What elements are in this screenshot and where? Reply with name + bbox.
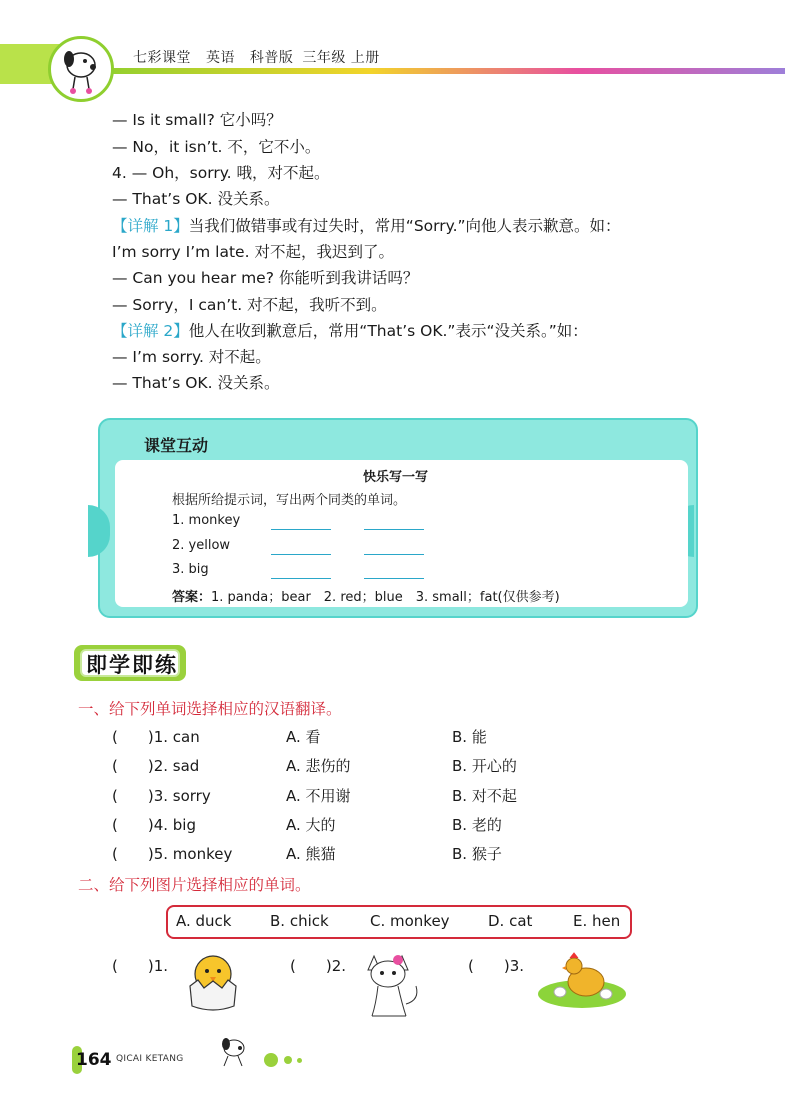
- hen-icon: [534, 950, 630, 1014]
- question-number[interactable]: ( )1. can: [112, 728, 200, 746]
- header-title: [133, 47, 390, 67]
- part1-heading: 一、给下列单词选择相应的汉语翻译。: [78, 700, 342, 718]
- option-b: B. 老的: [452, 816, 502, 834]
- cat-icon: [356, 948, 426, 1028]
- explain-tag: 【详解 1】: [112, 217, 189, 235]
- dog-mascot-icon: [48, 36, 114, 102]
- subject-name: 英语: [205, 50, 235, 66]
- example-line: I’m sorry I’m late. 对不起，我迟到了。: [112, 243, 394, 261]
- answer-blank[interactable]: [364, 578, 424, 579]
- word-option: A. duck: [176, 912, 232, 930]
- option-a: A. 熊猫: [286, 845, 336, 863]
- option-b: B. 开心的: [452, 757, 517, 775]
- option-b: B. 对不起: [452, 787, 517, 805]
- option-b: B. 能: [452, 728, 487, 746]
- explain-text: 他人在收到歉意后，常用“That’s OK.”表示“没关系。”如：: [188, 322, 588, 340]
- example-line: — Sorry，I can’t. 对不起，我听不到。: [112, 296, 387, 314]
- question-number[interactable]: ( )4. big: [112, 816, 196, 834]
- answer-label: 答案：: [172, 590, 212, 605]
- dog-mascot-footer-icon: [212, 1036, 252, 1072]
- option-a: A. 不用谢: [286, 787, 351, 805]
- explain-tag: 【详解 2】: [112, 322, 189, 340]
- footer-dot: [284, 1056, 292, 1064]
- word-option: C. monkey: [370, 912, 450, 930]
- edition-name: 科普版: [249, 50, 294, 66]
- option-a: A. 悲伤的: [286, 757, 351, 775]
- answer-blank[interactable]: [364, 529, 424, 530]
- prompt-word: 3. big: [172, 562, 209, 577]
- footer-dot: [264, 1053, 278, 1067]
- answer-blank[interactable]: [271, 554, 331, 555]
- picture-question[interactable]: ( )1.: [112, 957, 169, 975]
- option-a: A. 大的: [286, 816, 336, 834]
- dialog-line: — Is it small? 它小吗？: [112, 111, 282, 129]
- option-b: B. 猴子: [452, 845, 502, 863]
- part2-heading: 二、给下列图片选择相应的单词。: [78, 876, 311, 894]
- footer-brand: QICAI KETANG: [116, 1054, 184, 1064]
- chick-icon: [178, 948, 248, 1022]
- dialog-line: — No，it isn’t. 不，它不小。: [112, 138, 321, 156]
- word-option: E. hen: [573, 912, 621, 930]
- footer-dot: [297, 1058, 302, 1063]
- dialog-line: — That’s OK. 没关系。: [112, 190, 280, 208]
- prompt-word: 1. monkey: [172, 513, 241, 528]
- explain-2: [112, 321, 588, 341]
- answer-blank[interactable]: [271, 578, 331, 579]
- example-line: — I’m sorry. 对不起。: [112, 348, 271, 366]
- example-line: — Can you hear me? 你能听到我讲话吗？: [112, 269, 419, 287]
- page-number: 164: [76, 1050, 112, 1070]
- panel-title: 课堂互动: [144, 436, 209, 455]
- panel-instruction: 根据所给提示词，写出两个同类的单词。: [172, 493, 407, 508]
- answer-key: [172, 586, 560, 605]
- series-name: 七彩课堂: [133, 50, 191, 66]
- question-number[interactable]: ( )5. monkey: [112, 845, 233, 863]
- question-number[interactable]: ( )3. sorry: [112, 787, 211, 805]
- answer-blank[interactable]: [271, 529, 331, 530]
- picture-question[interactable]: ( )2.: [290, 957, 347, 975]
- grade-name: 三年级 上册: [302, 50, 380, 66]
- word-option: D. cat: [488, 912, 533, 930]
- explain-text: 当我们做错事或有过失时，常用“Sorry.”向他人表示歉意。如：: [188, 217, 621, 235]
- answer-text: 1. panda；bear 2. red；blue 3. small；fat(仅供参考): [211, 590, 560, 605]
- picture-question[interactable]: ( )3.: [468, 957, 525, 975]
- word-option: B. chick: [270, 912, 329, 930]
- prompt-word: 2. yellow: [172, 538, 231, 553]
- option-a: A. 看: [286, 728, 321, 746]
- header-stripe: [95, 68, 785, 74]
- question-number[interactable]: ( )2. sad: [112, 757, 200, 775]
- section-title: 即学即练: [86, 652, 178, 677]
- panel-subtitle: 快乐写一写: [363, 470, 429, 485]
- answer-blank[interactable]: [364, 554, 424, 555]
- explain-1: [112, 216, 621, 236]
- dialog-line: 4. — Oh，sorry. 哦，对不起。: [112, 164, 330, 182]
- example-line: — That’s OK. 没关系。: [112, 374, 280, 392]
